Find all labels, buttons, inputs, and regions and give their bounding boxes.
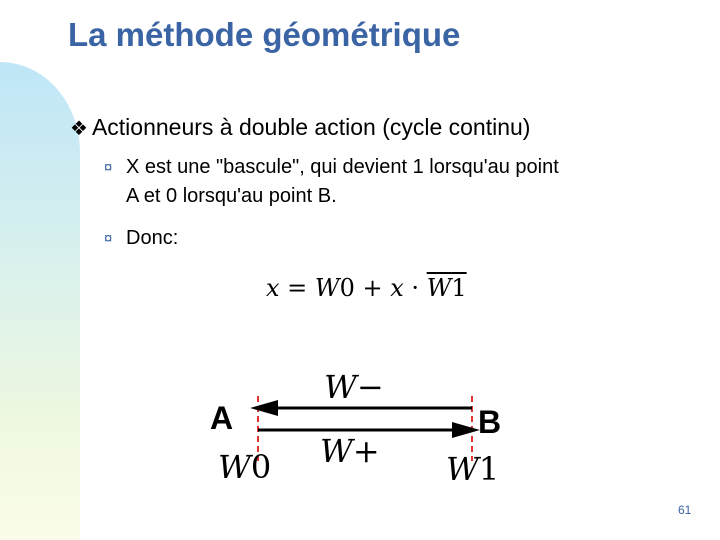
point-b-label: B xyxy=(478,404,502,440)
equation-plus: + xyxy=(354,274,391,302)
currency-sign-icon: ¤ xyxy=(104,159,113,176)
sub-bullet-1 xyxy=(104,153,704,211)
sub-bullet-1-line-2: A et 0 lorsqu'au point B. xyxy=(126,185,337,207)
arrow-right-head xyxy=(452,422,480,438)
sensor-b-index: 1 xyxy=(478,450,500,488)
sensor-a-label xyxy=(218,448,271,486)
sensor-b-label xyxy=(446,450,499,488)
equation-equals: = xyxy=(279,274,315,302)
equation-negated-term xyxy=(427,274,467,302)
side-gradient-decoration xyxy=(0,62,80,540)
sub-bullet-2 xyxy=(104,224,178,253)
sensor-b-w: W xyxy=(446,450,479,488)
equation xyxy=(266,274,467,302)
point-a-label: A xyxy=(210,400,234,436)
sensor-a-w: W xyxy=(218,448,251,486)
diamond-clover-icon: ❖ xyxy=(70,118,88,140)
arrow-right-sign: + xyxy=(352,432,380,470)
slide-title: La méthode géométrique xyxy=(68,16,461,53)
equation-term-w: W xyxy=(314,274,340,302)
page-number: 61 xyxy=(678,503,692,517)
arrow-left-sign: − xyxy=(356,368,384,406)
main-bullet xyxy=(70,114,530,141)
currency-sign-icon: ¤ xyxy=(104,230,113,247)
equation-dot: · xyxy=(403,274,427,302)
sub-bullet-2-text: Donc: xyxy=(126,227,179,249)
equation-lhs: x xyxy=(266,274,280,302)
equation-term-w1-index: 1 xyxy=(451,274,467,302)
sensor-a-index: 0 xyxy=(250,448,272,486)
equation-term-x: x xyxy=(390,274,404,302)
arrow-left-w: W xyxy=(324,368,357,406)
main-bullet-text: Actionneurs à double action (cycle continu) xyxy=(91,114,531,140)
arrow-left-head xyxy=(250,400,278,416)
equation-term-w-index: 0 xyxy=(339,274,355,302)
equation-term-w1: W xyxy=(426,274,452,302)
sub-bullet-1-line-1: X est une "bascule", qui devient 1 lorsqu'au point xyxy=(126,156,559,178)
arrow-right-w: W xyxy=(320,432,353,470)
arrow-right-label xyxy=(320,432,380,470)
arrow-left-label xyxy=(324,368,384,406)
